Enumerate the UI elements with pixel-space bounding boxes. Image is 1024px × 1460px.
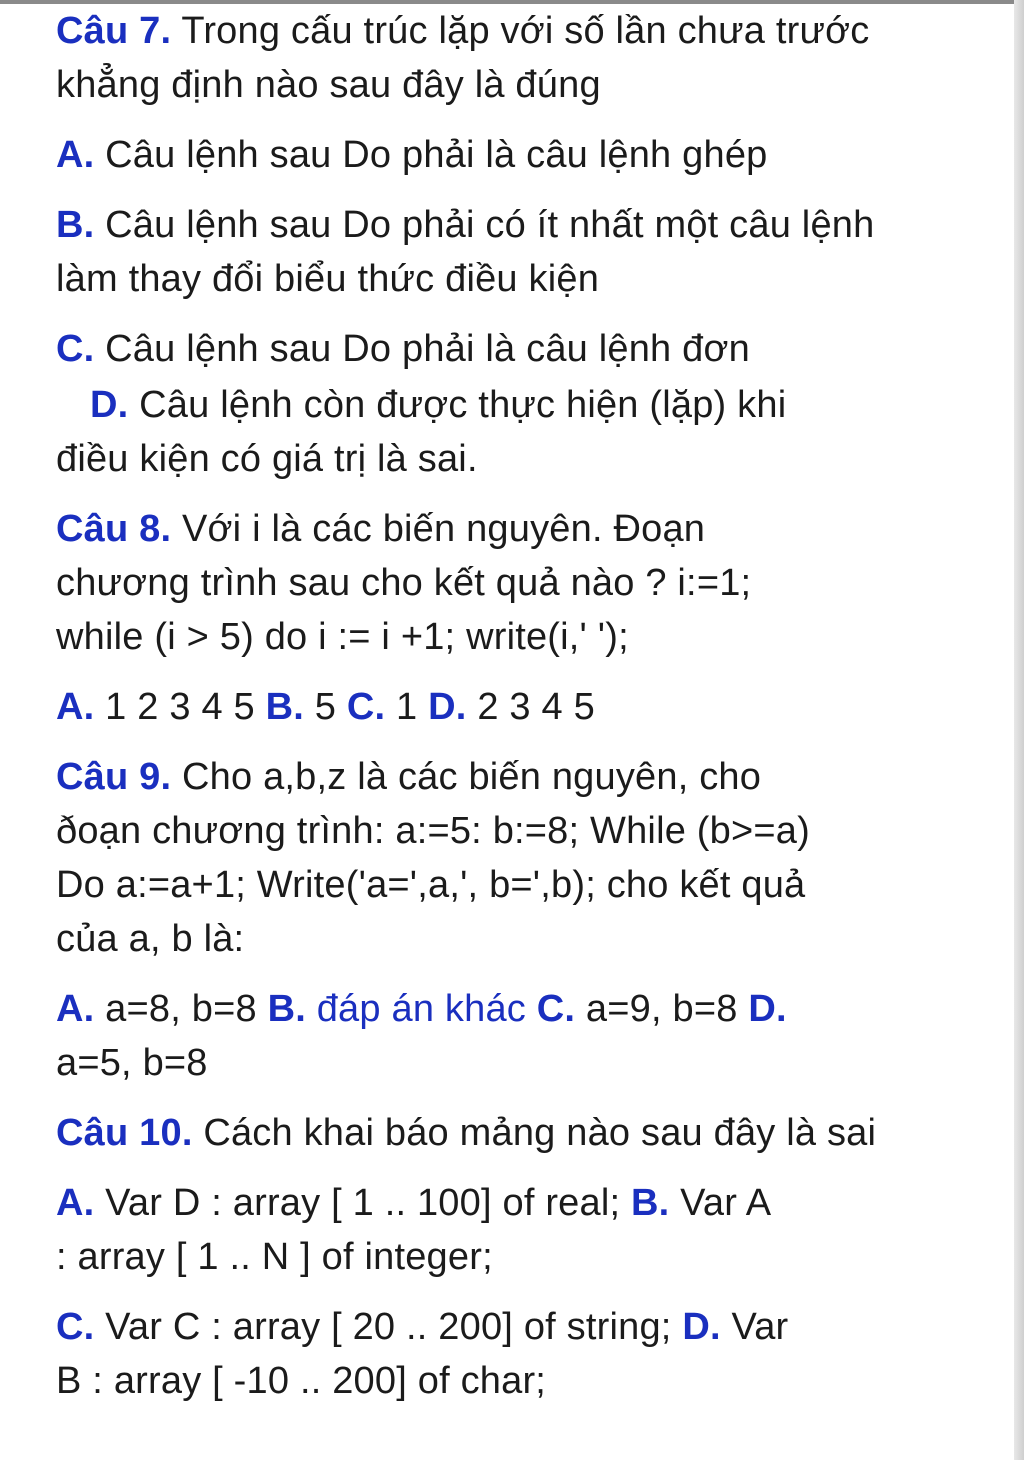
option-a-label: A. [56, 988, 95, 1030]
option-c-text: 1 [385, 686, 429, 728]
option-c-label: C. [536, 988, 576, 1030]
right-edge-shadow [1014, 0, 1024, 1460]
question-8-label: Câu 8. [56, 508, 172, 550]
question-7-option-b [56, 198, 936, 306]
option-c-text: a=9, b=8 [575, 988, 749, 1030]
question-9-options [56, 982, 936, 1090]
option-d-label: D. [428, 686, 467, 728]
option-text: Câu lệnh sau Do phải có ít nhất một câu lệnh làm thay đổi biểu thức điều kiện [56, 204, 875, 300]
question-10-text: Cách khai báo mảng nào sau đây là sai [192, 1112, 877, 1154]
question-8-text: Với i là các biến nguyên. Đoạn [171, 508, 706, 550]
option-c-text: Var C : array [ 20 .. 200] of string; [94, 1306, 683, 1348]
option-d-first-line [56, 378, 936, 432]
question-9-line-1 [56, 750, 936, 804]
option-a-text: Var D : array [ 1 .. 100] of real; [94, 1182, 632, 1224]
option-b-label: B. [631, 1182, 670, 1224]
question-10 [56, 1106, 936, 1160]
question-8-options [56, 680, 936, 734]
option-text-continuation: điều kiện có giá trị là sai. [56, 438, 478, 480]
option-b-text: 5 [304, 686, 347, 728]
option-b-text: Var A [669, 1182, 772, 1224]
option-d-text: a=5, b=8 [56, 1042, 208, 1084]
question-9-line-3: Do a:=a+1; Write('a=',a,', b=',b); cho kết quả [56, 864, 806, 906]
question-10-options-ab [56, 1176, 936, 1284]
question-9-label: Câu 9. [56, 756, 172, 798]
option-d-label: D. [682, 1306, 721, 1348]
question-8 [56, 502, 936, 664]
question-10-label: Câu 10. [56, 1112, 193, 1154]
question-7 [56, 4, 936, 112]
option-d-label: D. [748, 988, 787, 1030]
question-9-text: Cho a,b,z là các biến nguyên, cho [171, 756, 762, 798]
option-text: Câu lệnh sau Do phải là câu lệnh đơn [94, 328, 750, 370]
option-d-text: 2 3 4 5 [466, 686, 595, 728]
question-9-line-4: của a, b là: [56, 918, 245, 960]
question-8-line-2: chương trình sau cho kết quả nào ? i:=1; [56, 562, 752, 604]
option-c-label: C. [346, 686, 386, 728]
question-7-text: Trong cấu trúc lặp với số lần chưa trước khẳng định nào sau đây là đúng [56, 10, 870, 106]
option-text: Câu lệnh sau Do phải là câu lệnh ghép [94, 134, 768, 176]
option-c-label: C. [56, 1306, 95, 1348]
option-a-text: 1 2 3 4 5 [94, 686, 266, 728]
question-9-options-line-1 [56, 982, 936, 1036]
question-10-options-cd [56, 1300, 936, 1408]
question-10-options-cd-line-1 [56, 1300, 936, 1354]
question-7-label: Câu 7. [56, 10, 172, 52]
option-label: D. [90, 384, 129, 426]
option-a-label: A. [56, 686, 95, 728]
option-label: A. [56, 134, 95, 176]
question-10-options-ab-line-1 [56, 1176, 936, 1230]
question-8-line-1 [56, 502, 936, 556]
option-a-label: A. [56, 1182, 95, 1224]
option-b-text-continuation: : array [ 1 .. N ] of integer; [56, 1236, 493, 1278]
option-d-text: Var [720, 1306, 789, 1348]
option-b-label: B. [267, 988, 306, 1030]
option-label: C. [56, 328, 95, 370]
option-b-text: đáp án khác [305, 988, 537, 1030]
question-9-line-2: ðoạn chương trình: a:=5: b:=8; While (b>=a) [56, 810, 810, 852]
question-7-option-d [56, 378, 936, 486]
option-text: Câu lệnh còn được thực hiện (lặp) khi [128, 384, 787, 426]
question-7-option-a [56, 128, 936, 182]
option-b-label: B. [265, 686, 305, 728]
question-7-option-c [56, 322, 936, 376]
option-a-text: a=8, b=8 [94, 988, 268, 1030]
option-label: B. [56, 204, 95, 246]
question-8-line-3: while (i > 5) do i := i +1; write(i,' '); [56, 616, 629, 658]
option-d-text-continuation: B : array [ -10 .. 200] of char; [56, 1360, 547, 1402]
question-9 [56, 750, 936, 966]
document-page [56, 4, 936, 1424]
